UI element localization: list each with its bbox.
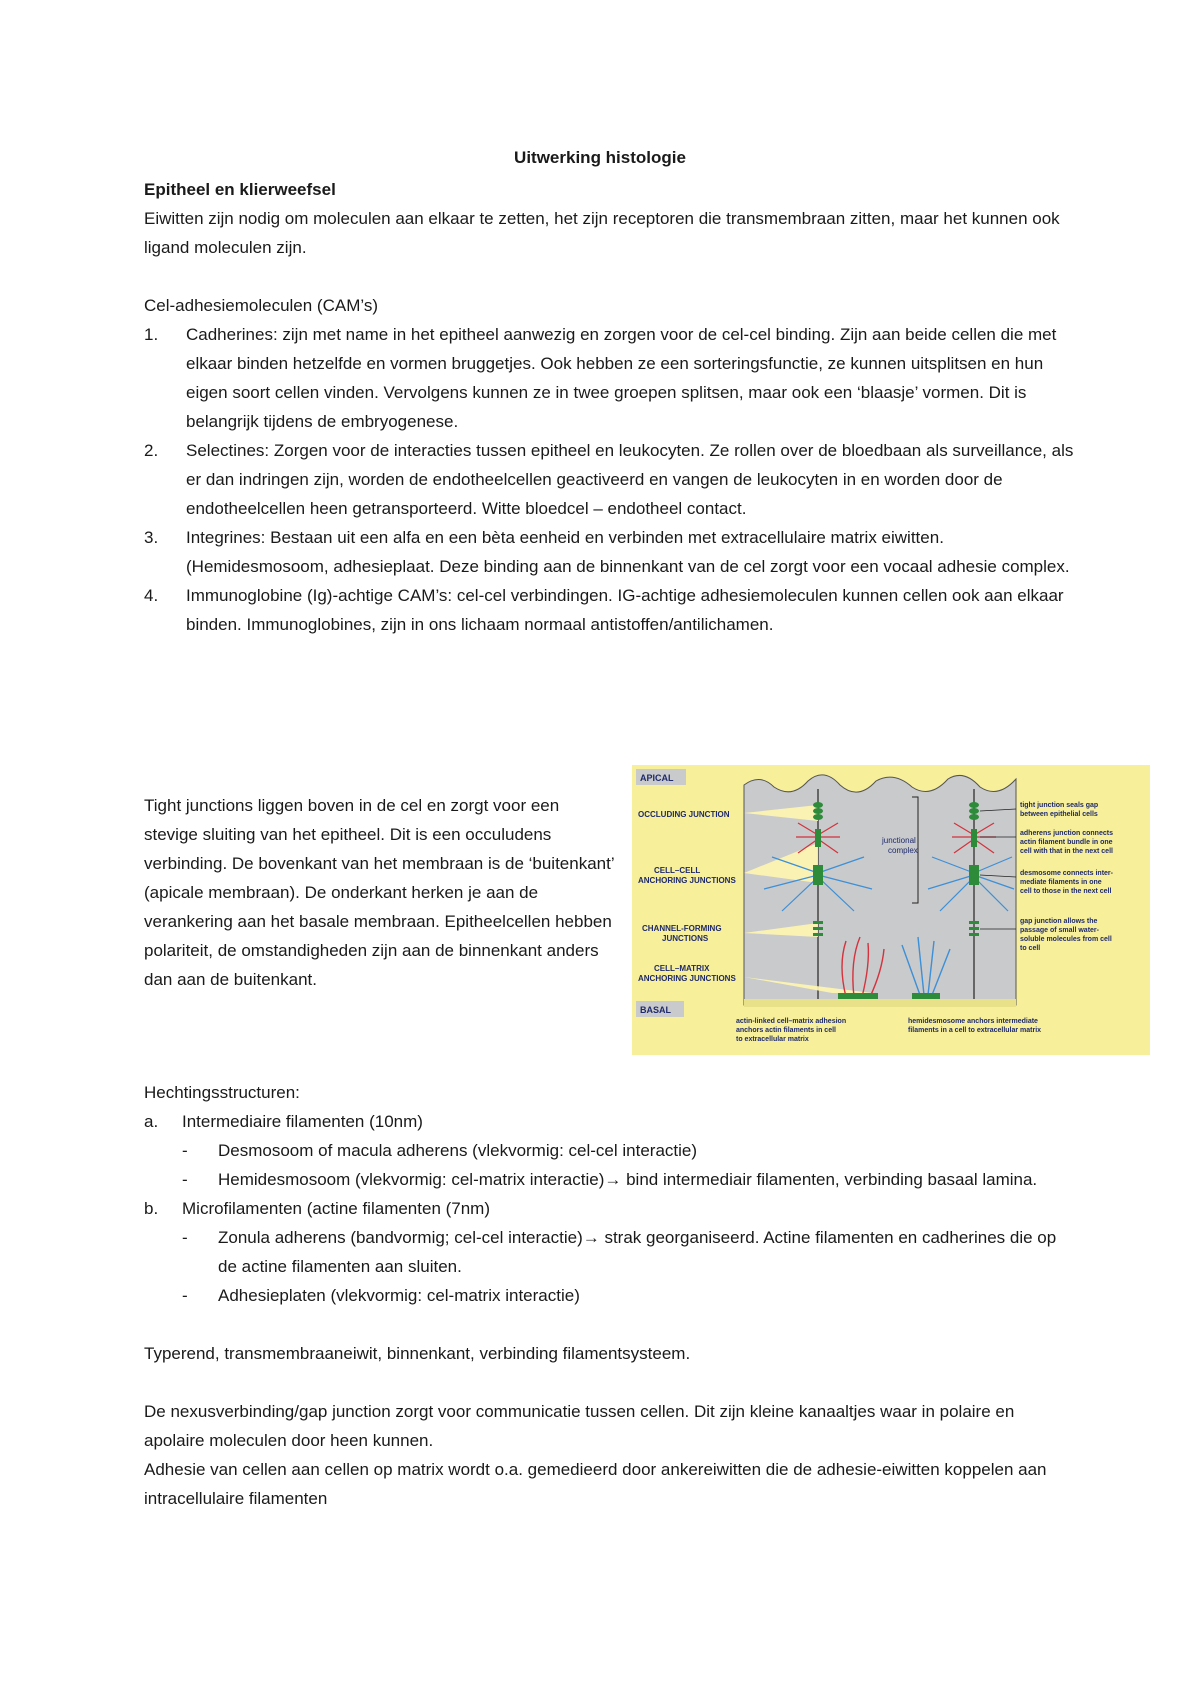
list-letter: a. (144, 1112, 159, 1131)
tight-note-1: tight junction seals gap (1020, 802, 1099, 809)
hemidesmosome-note-2: filaments in a cell to extracellular matrix (908, 1027, 1042, 1034)
label-junctions: JUNCTIONS (662, 934, 709, 943)
dash-list (182, 1223, 1074, 1310)
adherens-plaque-left (815, 829, 821, 847)
tight-note-2: between epithelial cells (1020, 811, 1098, 818)
list-number: 3. (144, 528, 159, 547)
hechting-item (144, 1194, 1074, 1310)
tight-junction-left (813, 802, 823, 820)
basal-label: BASAL (640, 1005, 671, 1015)
actin-note-3: to extracellular matrix (736, 1036, 809, 1043)
hechting-list (144, 1107, 1074, 1310)
cam-item (144, 523, 1074, 581)
dash-item (182, 1136, 1074, 1165)
gap-note-4: to cell (1020, 945, 1041, 952)
desmosome-note-3: cell to those in the next cell (1020, 888, 1112, 895)
adhesie-paragraph: Adhesie van cellen aan cellen op matrix wordt o.a. gemedieerd door ankereiwitten die de adhesie-eiwitten koppelen aan intracellulaire filamenten (144, 1460, 1047, 1508)
actin-matrix-plaque (838, 993, 878, 999)
dash-marker: - (182, 1286, 188, 1305)
dash-item-text: Zonula adherens (bandvormig; cel-cel interactie)→ strak georganiseerd. Actine filamenten en cadherines die op de actine filamenten aan sluiten. (218, 1228, 1057, 1276)
label-occluding: OCCLUDING JUNCTION (638, 810, 730, 819)
basal-lamina (744, 999, 1016, 1007)
actin-note-1: actin-linked cell–matrix adhesion (736, 1018, 847, 1025)
list-number: 4. (144, 586, 159, 605)
tight-junctions-paragraph: Tight junctions liggen boven in de cel en zorgt voor een stevige sluiting van het epitheel. Dit is een occuludens verbinding. De bovenkant van het membraan is de ‘buitenkant’ (apicale membraan). De onderkant herken je aan de verankering aan het basale membraan. Epitheelcellen hebben polariteit, de omstandigheden zijn aan de binnenkant anders dan aan de buitenkant. (144, 796, 614, 989)
section-heading: Epitheel en klierweefsel (144, 180, 336, 199)
complex-label: complex (888, 846, 918, 855)
gap-note-2: passage of small water- (1020, 927, 1099, 934)
gap-junction-right (969, 921, 979, 936)
hechting-item-text: Intermediaire filamenten (10nm) (182, 1112, 423, 1131)
dash-item (182, 1223, 1074, 1281)
hechting-item-text: Microfilamenten (actine filamenten (7nm) (182, 1199, 491, 1218)
adherens-plaque-right (971, 829, 977, 847)
desmosome-left (813, 865, 823, 885)
typerend-paragraph: Typerend, transmembraaneiwit, binnenkant, verbinding filamentsysteem. (144, 1344, 691, 1363)
hechting-item (144, 1107, 1074, 1194)
cam-list (144, 320, 1074, 639)
hemidesmosome (912, 993, 940, 999)
nexus-paragraph: De nexusverbinding/gap junction zorgt voor communicatie tussen cellen. Dit zijn kleine kanaaltjes waar in polaire en apolaire moleculen door heen kunnen. (144, 1402, 1015, 1450)
adherens-note-3: cell with that in the next cell (1020, 848, 1113, 855)
hemidesmosome-note-1: hemidesmosome anchors intermediate (908, 1018, 1038, 1025)
apical-label: APICAL (640, 773, 674, 783)
label-channel: CHANNEL-FORMING (642, 924, 722, 933)
list-number: 2. (144, 441, 159, 460)
adherens-note-1: adherens junction connects (1020, 830, 1113, 837)
dash-item-text: Hemidesmosoom (vlekvormig: cel-matrix interactie)→ bind intermediair filamenten, verbinding basaal lamina. (218, 1170, 1038, 1189)
cam-item-text: Immunoglobine (Ig)-achtige CAM’s: cel-cel verbindingen. IG-achtige adhesiemoleculen kunnen cellen ook aan elkaar binden. Immunoglobines, zijn in ons lichaam normaal antistoffen/antilichamen. (186, 586, 1064, 634)
document-title: Uitwerking histologie (514, 148, 686, 167)
junctional-label: junctional (882, 836, 916, 845)
actin-note-2: anchors actin filaments in cell (736, 1027, 836, 1034)
dash-item-text: Desmosoom of macula adherens (vlekvormig: cel-cel interactie) (218, 1141, 698, 1160)
label-matrix-anchoring: ANCHORING JUNCTIONS (638, 974, 736, 983)
hechting-heading: Hechtingsstructuren: (144, 1083, 300, 1102)
dash-marker: - (182, 1141, 188, 1160)
tight-junction-right (969, 802, 979, 820)
dash-list (182, 1136, 1074, 1194)
desmosome-note-1: desmosome connects inter- (1020, 870, 1113, 877)
adherens-note-2: actin filament bundle in one (1020, 839, 1113, 846)
cam-item (144, 436, 1074, 523)
dash-item-text: Adhesieplaten (vlekvormig: cel-matrix interactie) (218, 1286, 580, 1305)
gap-note-3: soluble molecules from cell (1020, 936, 1112, 943)
list-letter: b. (144, 1199, 159, 1218)
label-anchoring: ANCHORING JUNCTIONS (638, 876, 736, 885)
cam-item (144, 581, 1074, 639)
cam-item (144, 320, 1074, 436)
dash-marker: - (182, 1170, 188, 1189)
label-cell-matrix: CELL–MATRIX (654, 964, 710, 973)
desmosome-right (969, 865, 979, 885)
dash-item (182, 1281, 1074, 1310)
junctions-diagram (632, 765, 1150, 1055)
desmosome-note-2: mediate filaments in one (1020, 879, 1102, 886)
cam-heading: Cel-adhesiemoleculen (CAM’s) (144, 296, 378, 315)
cam-item-text: Selectines: Zorgen voor de interacties tussen epitheel en leukocyten. Ze rollen over de bloedbaan als surveillance, als er dan indringen zijn, worden de endotheelcellen geactiveerd en vangen de leukocyten in en worden door de endotheelcellen heen getransporteerd. Witte bloedcel – endotheel contact. (186, 441, 1074, 518)
gap-junction-left (813, 921, 823, 936)
gap-note-1: gap junction allows the (1020, 918, 1098, 925)
dash-item (182, 1165, 1074, 1194)
cam-item-text: Cadherines: zijn met name in het epitheel aanwezig en zorgen voor de cel-cel binding. Zijn aan beide cellen die met elkaar binden hetzelfde en vormen bruggetjes. Ook hebben ze een sorteringsfunctie, ze kunnen uitsplitsen en hun eigen soort cellen vinden. Vervolgens kunnen ze in twee groepen splitsen, maar ook een ‘blaasje’ vormen. Dit is belangrijk tijdens de embryogenese. (186, 325, 1057, 431)
label-cell-cell: CELL–CELL (654, 866, 701, 875)
list-number: 1. (144, 325, 159, 344)
cam-item-text: Integrines: Bestaan uit een alfa en een bèta eenheid en verbinden met extracellulaire matrix eiwitten. (Hemidesmosoom, adhesieplaat. Deze binding aan de binnenkant van de cel zorgt voor een vocaal adhesie complex. (186, 528, 1070, 576)
intro-paragraph: Eiwitten zijn nodig om moleculen aan elkaar te zetten, het zijn receptoren die transmembraan zitten, maar het kunnen ook ligand moleculen zijn. (144, 209, 1060, 257)
dash-marker: - (182, 1228, 188, 1247)
